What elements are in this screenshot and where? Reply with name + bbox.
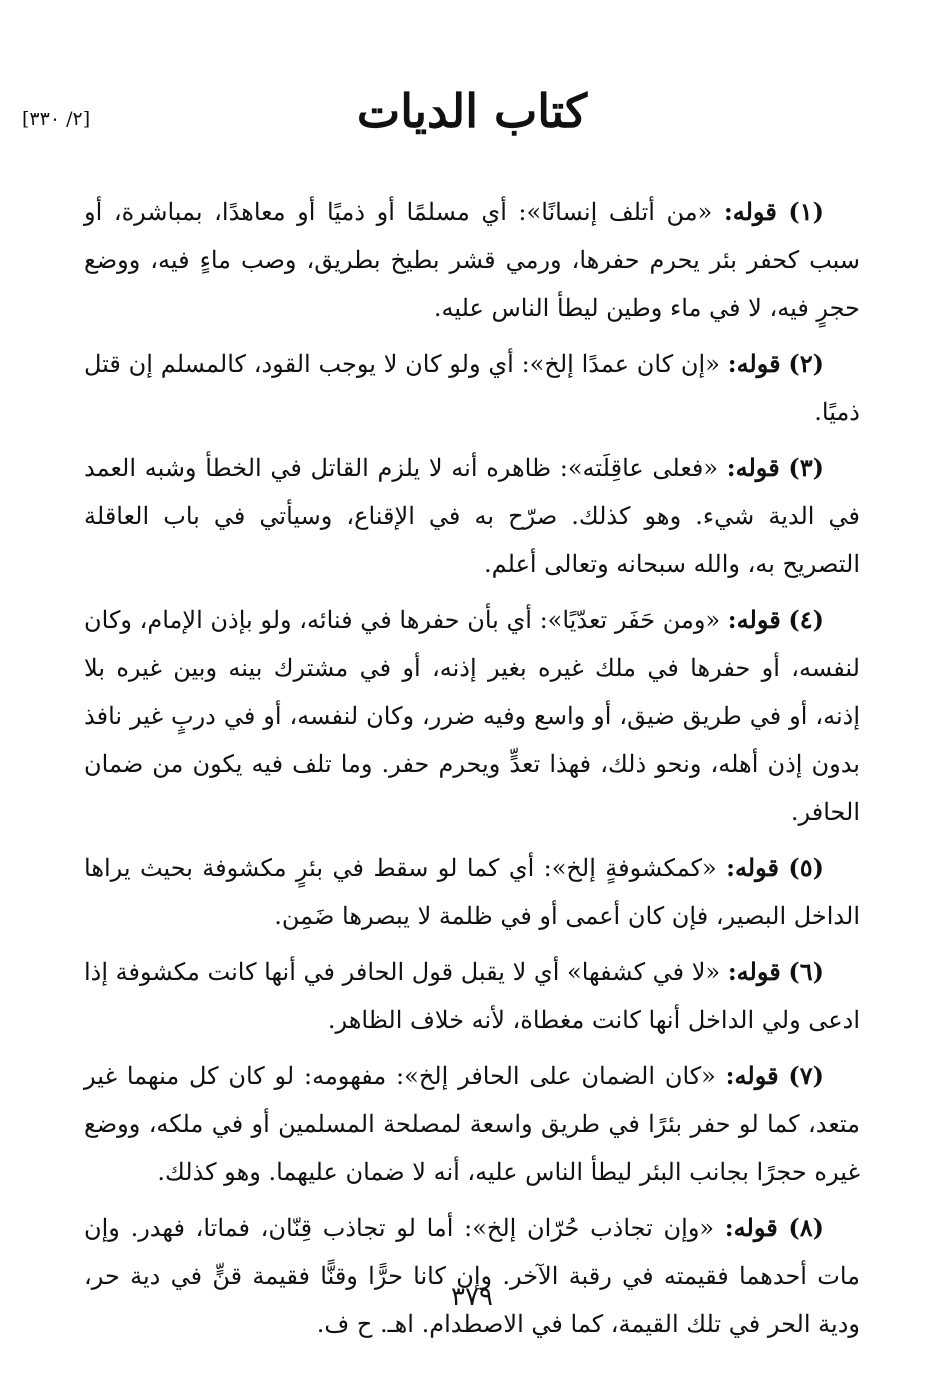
note-text: «وإن تجاذب حُرّان إلخ»: أما لو تجاذب قِنّان، فماتا، فهدر. وإن مات أحدهما فقيمته في رقبة الآخر. وإن كانا حرًّا وقنًّا فقيمة قنٍّ في دية حر، ودية الحر في تلك القيمة، كما في الاصطدام. اهـ. ح ف. <box>84 1214 860 1338</box>
note-text: «فعلى عاقِلَته»: ظاهره أنه لا يلزم القاتل في الخطأ وشبه العمد في الدية شيء. وهو كذلك. صرّح به في الإقناع، وسيأتي في باب العاقلة التصريح به، والله سبحانه وتعالى أعلم. <box>84 454 860 578</box>
note-keyword: قوله: <box>727 605 781 634</box>
note-1 <box>84 188 860 332</box>
note-5 <box>84 844 860 940</box>
note-text: «من أتلف إنسانًا»: أي مسلمًا أو ذميًا أو معاهدًا، بمباشرة، أو سبب كحفر بئر يحرم حفرها، ورمي قشر بطيخ بطريق، وصب ماءٍ فيه، ووضع حجرٍ فيه، لا في ماء وطين ليطأ الناس عليه. <box>84 198 860 322</box>
note-text: «لا في كشفها» أي لا يقبل قول الحافر في أنها كانت مكشوفة إذا ادعى ولي الداخل أنها كانت مغطاة، لأنه خلاف الظاهر. <box>84 958 860 1034</box>
note-keyword: قوله: <box>726 453 780 482</box>
note-keyword: قوله: <box>724 1213 778 1242</box>
note-text: «ومن حَفَر تعدّيًا»: أي بأن حفرها في فنائه، ولو بإذن الإمام، وكان لنفسه، أو حفرها في ملك غيره بغير إذنه، أو في مشترك بينه وبين غيره بلا إذنه، أو في طريق ضيق، أو واسع وفيه ضرر، وكان لنفسه، أو في دربٍ غير نافذ بدون إذن أهله، ونحو ذلك، فهذا تعدٍّ ويحرم حفر. وما تلف فيه يكون من ضمان الحافر. <box>84 606 861 826</box>
note-number: (٤) <box>788 605 824 634</box>
note-3 <box>84 444 860 588</box>
note-7 <box>84 1052 860 1196</box>
note-2 <box>84 340 860 436</box>
page-title: كتاب الديات <box>356 84 588 138</box>
note-number: (٦) <box>788 957 824 986</box>
notes-section <box>84 188 860 1356</box>
note-keyword: قوله: <box>723 197 777 226</box>
note-number: (١) <box>788 197 824 226</box>
note-number: (٨) <box>788 1213 824 1242</box>
note-text: «كان الضمان على الحافر إلخ»: مفهومه: لو كان كل منهما غير متعد، كما لو حفر بئرًا في طريق واسعة لمصلحة المسلمين أو في ملكه، ووضع غيره حجرًا بجانب البئر ليطأ الناس عليه، أنه لا ضمان عليهما. وهو كذلك. <box>84 1062 860 1186</box>
page-reference: [٢/ ٣٣٠] <box>22 108 91 130</box>
note-keyword: قوله: <box>727 957 781 986</box>
note-keyword: قوله: <box>726 853 779 882</box>
note-number: (٢) <box>788 349 825 378</box>
note-4 <box>84 596 860 836</box>
note-keyword: قوله: <box>727 349 781 378</box>
note-text: «كمكشوفةٍ إلخ»: أي كما لو سقط في بئرٍ مكشوفة بحيث يراها الداخل البصير، فإن كان أعمى أو في ظلمة لا يبصرها ضَمِن. <box>84 854 860 930</box>
note-6 <box>84 948 860 1044</box>
note-keyword: قوله: <box>725 1061 779 1090</box>
note-text: «إن كان عمدًا إلخ»: أي ولو كان لا يوجب القود، كالمسلم إن قتل ذميًا. <box>84 350 860 426</box>
note-number: (٧) <box>788 1061 824 1090</box>
page-number: ٣٧٩ <box>451 1282 493 1312</box>
note-8 <box>84 1204 860 1348</box>
note-number: (٥) <box>788 853 824 882</box>
note-number: (٣) <box>788 453 824 482</box>
